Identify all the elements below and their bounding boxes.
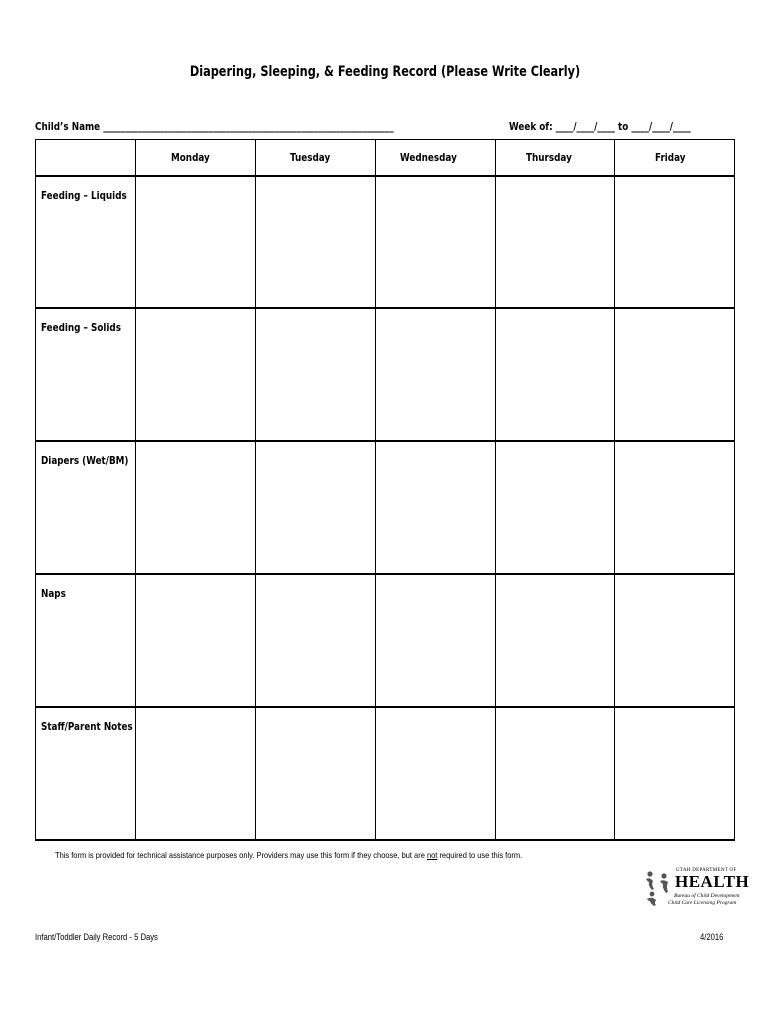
day-header: Monday [136,140,256,176]
entry-cell[interactable] [256,441,376,574]
entry-cell[interactable] [496,441,615,574]
entry-cell[interactable] [376,574,496,707]
row-label-cell: Feeding – Liquids [36,176,136,308]
child-name-row [35,120,394,133]
entry-cell[interactable] [136,308,256,441]
entry-cell[interactable] [256,176,376,308]
entry-cell[interactable] [496,707,615,840]
day-header: Wednesday [376,140,496,176]
child-name-blank: __________________________________________________________________ [103,120,394,133]
child-name-label: Child’s Name [35,120,101,133]
table-row [36,441,735,574]
table-row [36,707,735,840]
entry-cell[interactable] [615,441,735,574]
form-name-footer: Infant/Toddler Daily Record - 5 Days [35,932,158,942]
header-row [36,140,735,176]
day-header: Friday [615,140,735,176]
table-row [36,574,735,707]
entry-cell[interactable] [496,574,615,707]
week-of-row [509,120,691,133]
form-title: Diapering, Sleeping, & Feeding Record (Please Write Clearly) [189,64,581,80]
entry-cell[interactable] [376,176,496,308]
row-label-cell: Staff/Parent Notes [36,707,136,840]
entry-cell[interactable] [256,707,376,840]
entry-cell[interactable] [615,574,735,707]
week-of-label: Week of: [509,120,553,133]
usage-notice: This form is provided for technical assistance purposes only. Providers may use this form if they choose, but are not required to use this form. [55,850,523,860]
entry-cell[interactable] [496,308,615,441]
entry-cell[interactable] [496,176,615,308]
logo-subtitle-program: Child Care Licensing Program [668,900,737,906]
table-row [36,308,735,441]
day-header: Tuesday [256,140,376,176]
entry-cell[interactable] [376,308,496,441]
row-label-cell: Naps [36,574,136,707]
record-table [35,139,735,841]
day-header: Thursday [496,140,615,176]
row-label-cell: Feeding – Solids [36,308,136,441]
revision-date: 4/2016 [700,932,724,942]
to-label: to [618,120,629,133]
table-row [36,176,735,308]
notice-emphasis: not [426,850,438,860]
entry-cell[interactable] [256,574,376,707]
logo-subtitle-bureau: Bureau of Child Development [674,893,740,899]
entry-cell[interactable] [376,707,496,840]
logo-main-text: HEALTH [675,872,750,891]
entry-cell[interactable] [136,441,256,574]
entry-cell[interactable] [136,176,256,308]
entry-cell[interactable] [136,707,256,840]
entry-cell[interactable] [615,176,735,308]
logo-top-line: UTAH DEPARTMENT OF [676,868,737,873]
row-label-cell: Diapers (Wet/BM) [36,441,136,574]
entry-cell[interactable] [256,308,376,441]
entry-cell[interactable] [615,707,735,840]
week-end-blank: ____/____/____ [631,120,691,133]
corner-cell [36,140,136,176]
entry-cell[interactable] [136,574,256,707]
utah-health-logo [644,868,750,924]
entry-cell[interactable] [615,308,735,441]
week-start-blank: ____/____/____ [555,120,615,133]
entry-cell[interactable] [376,441,496,574]
